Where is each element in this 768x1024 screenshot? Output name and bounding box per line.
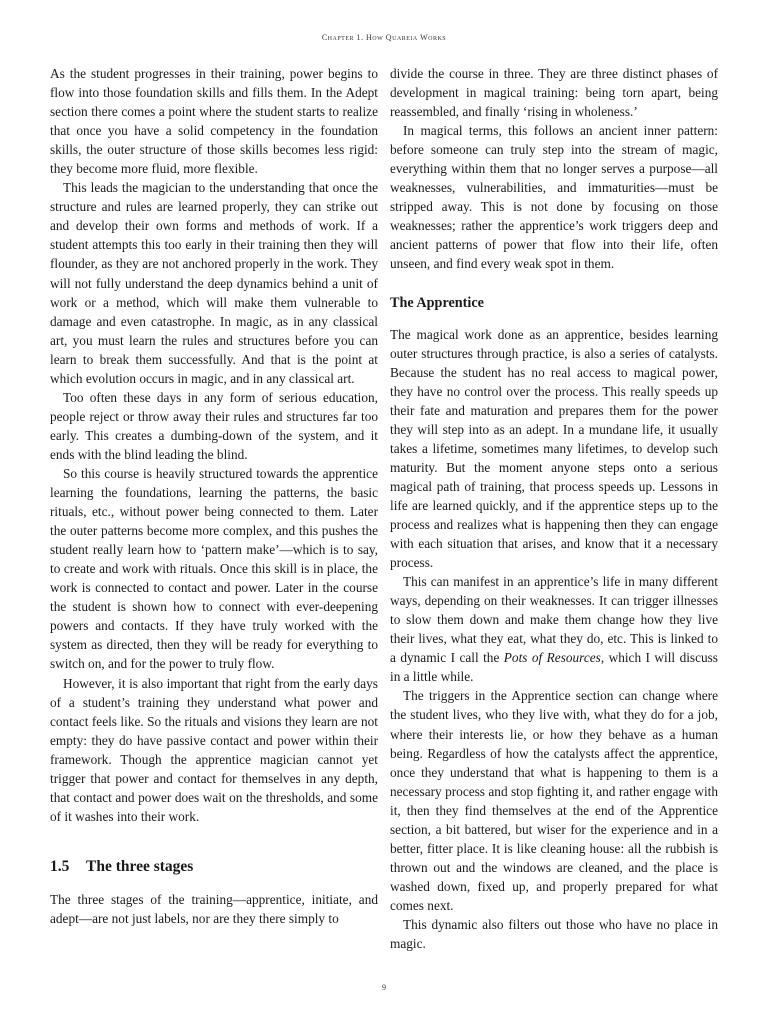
running-head: Chapter 1. How Quareia Works [321, 33, 447, 42]
paragraph: This dynamic also filters out those who have no place in magic. [390, 916, 718, 952]
italic-term: Pots of Resources [503, 650, 601, 666]
paragraph: So this course is heavily structured towards the apprentice learning the foundations, learning the patterns, the basic rituals, etc., without power being connected to them. Later the outer patterns become more complex, and this pushes the student really learn how to ‘pattern make’—which is to say, to create and work with rituals. Once this skill is in place, the work is connected to contact and power. Later in the course the student is shown how to connect with ever-deepening powers and contacts. If they have truly worked with the system as directed, then they will be ready for everything to switch on, and for the power to truly flow. [50, 465, 378, 672]
paragraph: This leads the magician to the understanding that once the structure and rules are learned properly, they can strike out and develop their own forms and methods of work. If a student attempts this too early in their training then they will flounder, as they are not anchored properly in the work. They will not fully understand the deep dynamics behind a unit of work or a method, which will make them vulnerable to damage and even catastrophe. In magic, as in any classical art, you must learn the rules and structures before you can learn to break them successfully. And that is the point at which evolution occurs in magic, and in any classical art. [50, 180, 378, 386]
paragraph: However, it is also important that right from the early days of a student’s training they understand what power and contact feels like. So the rituals and visions they learn are not empty: they do have passive contact and power within their framework. Though the apprentice magician cannot yet trigger that power and contact for themselves in any depth, that contact and power does wait on the thresholds, and some of it washes into their work. [50, 675, 378, 824]
paragraph: divide the course in three. They are three distinct phases of development in magical training: being torn apart, being reassembled, and finally ‘rising in wholeness.’ [390, 66, 718, 120]
right-column [390, 64, 718, 953]
paragraph: As the student progresses in their training, power begins to flow into those foundation skills and fills them. In the Adept section there comes a point where the student starts to realize that once you have a solid competency in the foundation skills, the outer structure of those skills becomes less rigid: they become more fluid, more flexible. [50, 66, 378, 177]
paragraph: In magical terms, this follows an ancient inner pattern: before someone can truly step into the stream of magic, everything within them that no longer serves a purpose—all weaknesses, vulnerabilities, and immaturities—must be stripped away. This is not done by focusing on those weaknesses; rather the apprentice’s work triggers deep and ancient patterns of power that flow into their life, often unseen, and find every weak spot in them. [390, 123, 718, 272]
paragraph-text: , which I will discuss in a little while. [390, 650, 718, 685]
subsection-heading: The Apprentice [390, 294, 484, 311]
left-column [50, 64, 378, 928]
section-heading [50, 857, 378, 876]
paragraph: The three stages of the training—apprentice, initiate, and adept—are not just labels, nor are they there simply to [50, 891, 378, 926]
paragraph-text: This can manifest in an apprentice’s life in many different ways, depending on their weaknesses. It can trigger illnesses to slow them down and make them change how they live their lives, what they eat, what they do, etc. This is linked to a dynamic I call the [390, 574, 718, 666]
paragraph: The triggers in the Apprentice section can change where the student lives, who they live with, what they do for a job, where their interests lie, or how they behave as a human being. Regardless of how the catalysts affect the apprentice, once they understand that what is happening to them is a necessary process and stop fighting it, and rather engage with it, then they find themselves at the end of the Apprentice section, a bit battered, but wiser for the experience and in a better, fitter place. It is like cleaning house: all the rubbish is thrown out and the windows are cleaned, and the place is washed down, fixed up, and properly prepared for what comes next. [390, 688, 718, 913]
section-number: 1.5 [50, 857, 70, 875]
paragraph: The magical work done as an apprentice, besides learning outer structures through practice, is also a series of catalysts. Because the student has no real access to magical power, they have no control over the process. This really speeds up their fate and maturation and prepares them for the power they will step into as an adept. In a mundane life, it usually takes a lifetime, sometimes many lifetimes, to develop such maturity. But the moment anyone steps onto a serious magical path of training, that process speeds up. Lessons in life are learned quickly, and if the apprentice steps up to the process and realizes what is happening then they can engage with each situation that arises, and know that it a necessary process. [390, 326, 718, 571]
paragraph: Too often these days in any form of serious education, people reject or throw away their rules and structures far too early. This creates a dumbing-down of the system, and it ends with the blind leading the blind. [50, 389, 378, 462]
paragraph [390, 572, 718, 686]
page-number: 9 [382, 983, 386, 992]
section-title: The three stages [86, 857, 194, 875]
